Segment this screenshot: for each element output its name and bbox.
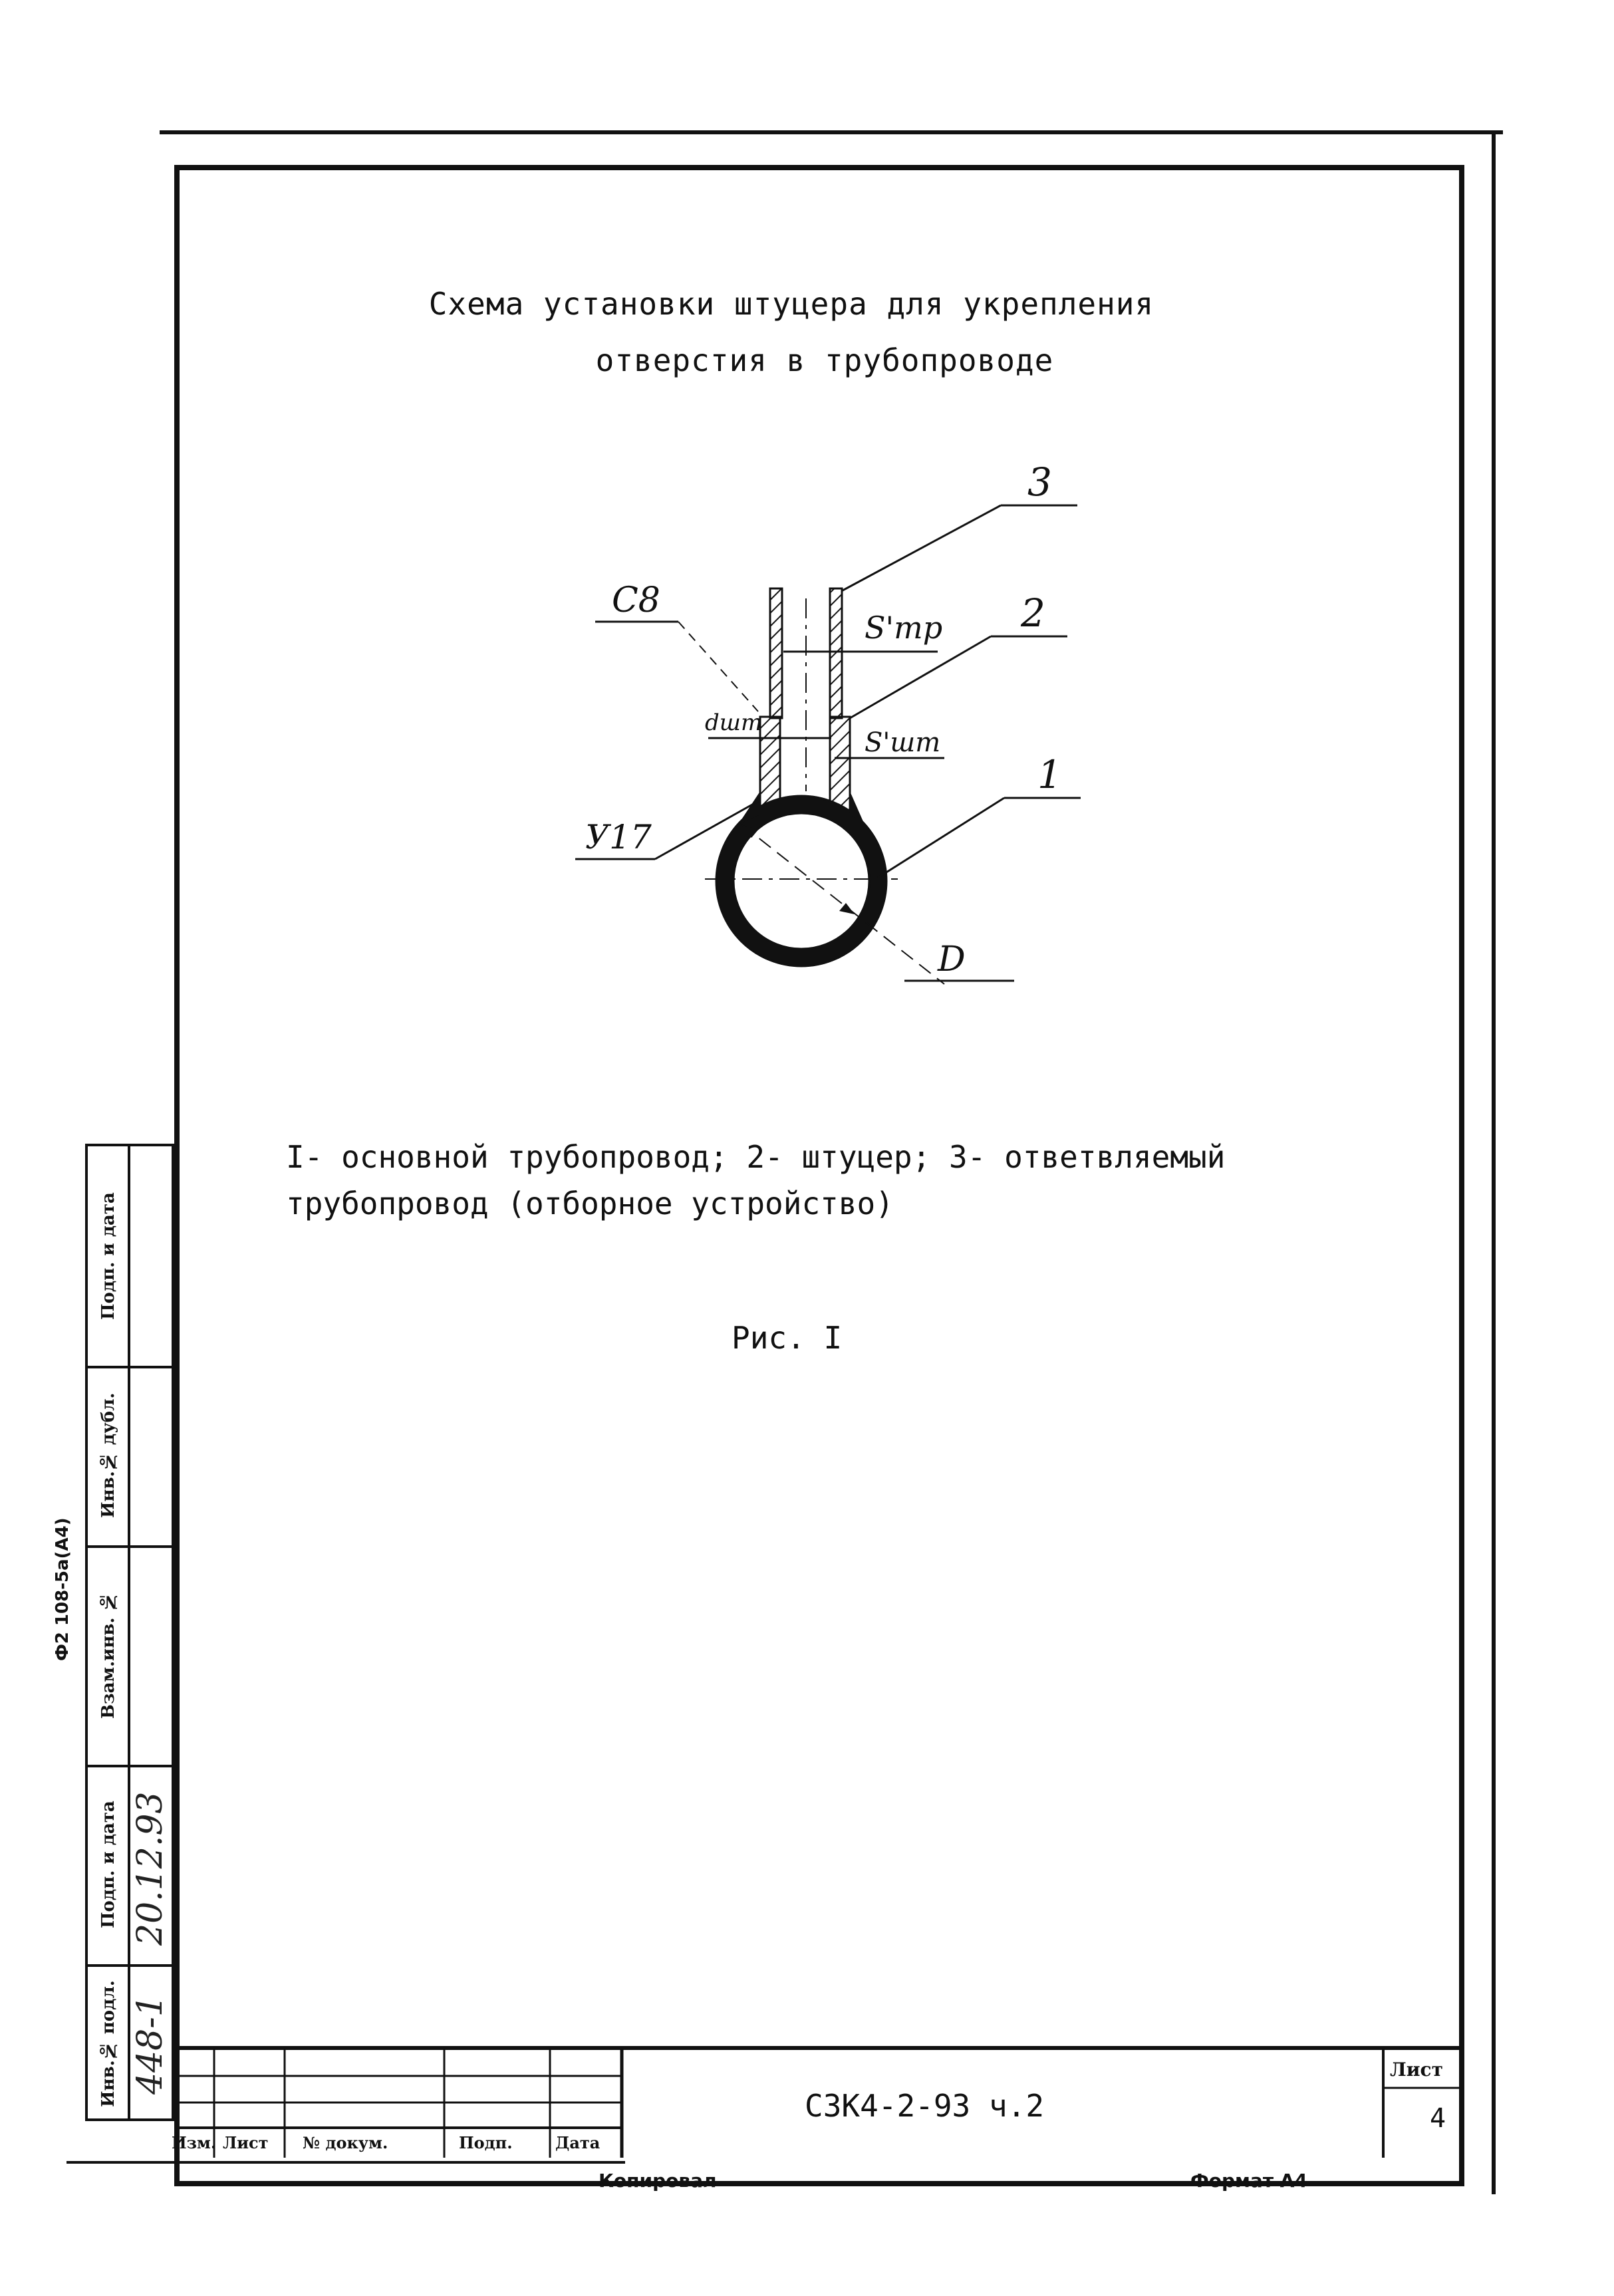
label-c8: C8 <box>612 580 660 620</box>
footer-copied: Копировал <box>599 2170 717 2192</box>
stamp-label-inv-dup: Инв.№ дубл. <box>98 1392 118 1519</box>
label-diameter-D: D <box>938 940 966 979</box>
handwritten-inventory-number: 448-1 <box>130 1995 170 2095</box>
label-s-branch: S'тр <box>865 610 943 646</box>
footer-format: Формат А4 <box>1190 2170 1307 2192</box>
figure-label: Рис. I <box>732 1320 843 1356</box>
sheet-header: Лист <box>1390 2059 1443 2081</box>
bottom-rule <box>67 2161 625 2164</box>
tb-col-signature: Подп. <box>459 2133 513 2152</box>
tb-col-doc-number: № докум. <box>303 2133 388 2152</box>
stamp-label-sign-date-top: Подп. и дата <box>98 1192 118 1320</box>
stamp-label-inv-orig: Инв.№ подл. <box>98 1980 118 2108</box>
page-title-line-1: Схема установки штуцера для укрепления <box>428 286 1154 322</box>
fitting-right-wall <box>830 717 850 810</box>
callout-3-label: 3 <box>1027 459 1052 505</box>
label-s-fitting: S'шт <box>865 727 941 758</box>
tb-col-sheet: Лист <box>223 2133 269 2152</box>
form-code: Ф2 108-5а(А4) <box>53 1517 72 1661</box>
tb-col-change: Изм. <box>172 2133 217 2152</box>
legend-line-2: трубопровод (отборное устройство) <box>286 1186 894 1221</box>
callout-2-label: 2 <box>1021 590 1045 636</box>
stamp-label-sign-date: Подп. и дата <box>98 1801 118 1928</box>
page-title-line-2: отверстия в трубопроводе <box>595 342 1054 378</box>
sheet-number: 4 <box>1430 2103 1446 2134</box>
document-code: СЗК4-2-93 ч.2 <box>805 2088 1045 2124</box>
legend-line-1: I- основной трубопровод; 2- штуцер; 3- ответвляемый <box>286 1139 1226 1175</box>
tb-col-date: Дата <box>555 2133 601 2152</box>
fitting-left-wall <box>760 717 780 810</box>
stamp-label-replace-inv: Взам.инв. № <box>98 1591 118 1719</box>
callout-1-label: 1 <box>1037 752 1062 797</box>
label-y17: У17 <box>585 818 652 856</box>
handwritten-date: 20.12.93 <box>130 1791 170 1946</box>
branch-pipe-right-wall <box>830 588 842 718</box>
branch-pipe-left-wall <box>770 588 782 718</box>
label-d-fitting: dшт <box>705 709 763 736</box>
